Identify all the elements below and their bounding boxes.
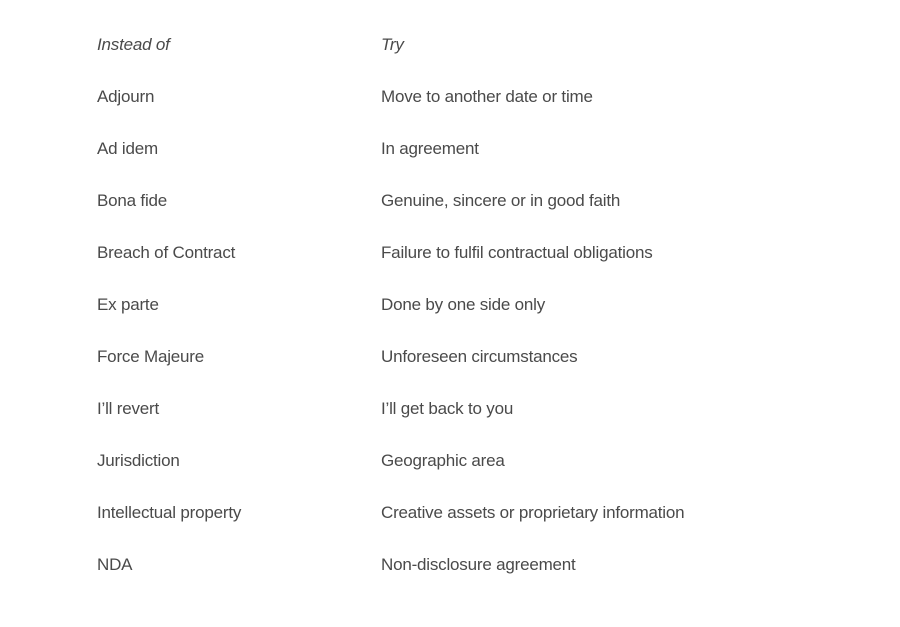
term-cell: Adjourn <box>97 87 155 106</box>
term-cell: Force Majeure <box>97 347 204 366</box>
plain-language-cell: Genuine, sincere or in good faith <box>381 191 621 210</box>
table-header-row <box>97 19 857 71</box>
term-cell: Bona fide <box>97 191 168 210</box>
glossary-table <box>97 19 857 591</box>
term-cell: Ad idem <box>97 139 158 158</box>
plain-language-cell: Creative assets or proprietary information <box>381 503 685 522</box>
term-cell: NDA <box>97 555 133 574</box>
plain-language-cell: Unforeseen circumstances <box>381 347 578 366</box>
plain-language-cell: Non-disclosure agreement <box>381 555 576 574</box>
term-cell: Intellectual property <box>97 503 242 522</box>
column-header-instead-of: Instead of <box>97 35 170 54</box>
plain-language-cell: In agreement <box>381 139 479 158</box>
table-row <box>97 123 857 175</box>
table-row <box>97 539 857 591</box>
plain-language-cell: Failure to fulfil contractual obligations <box>381 243 653 262</box>
term-cell: I’ll revert <box>97 399 160 418</box>
term-cell: Jurisdiction <box>97 451 180 470</box>
table-row <box>97 331 857 383</box>
table-row <box>97 487 857 539</box>
plain-language-cell: Geographic area <box>381 451 505 470</box>
plain-language-cell: Move to another date or time <box>381 87 593 106</box>
table-row <box>97 227 857 279</box>
glossary-rows <box>97 71 857 591</box>
column-header-try: Try <box>381 35 404 54</box>
term-cell: Breach of Contract <box>97 243 236 262</box>
table-row <box>97 435 857 487</box>
term-cell: Ex parte <box>97 295 159 314</box>
plain-language-cell: I’ll get back to you <box>381 399 514 418</box>
table-row <box>97 175 857 227</box>
table-row <box>97 71 857 123</box>
plain-language-cell: Done by one side only <box>381 295 546 314</box>
table-row <box>97 279 857 331</box>
table-row <box>97 383 857 435</box>
